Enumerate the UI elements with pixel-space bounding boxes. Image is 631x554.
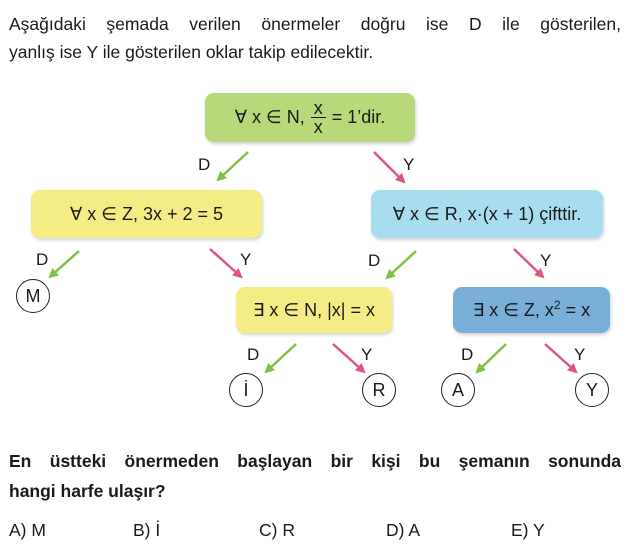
label-root-false: Y [403,155,415,174]
label-mid-false: Y [361,345,373,364]
arrow-mid-true [268,344,296,370]
option-c[interactable]: C) R [259,520,295,540]
right-statement-box [371,190,603,238]
leaf-circle-m [16,279,50,313]
label-far-false: Y [574,345,586,364]
leaf-label-a: A [451,379,464,400]
mid-statement-text: ∃ x ∈ N, |x| = x [253,299,375,320]
left-statement-box [31,190,262,238]
arrow-root-false [374,152,402,180]
arrow-far-true [479,344,506,370]
root-fraction [311,99,326,136]
far-statement-base: ∃ x ∈ Z, x [472,299,554,320]
option-e[interactable]: E) Y [511,520,545,540]
leaf-label-y: Y [585,379,598,400]
option-a[interactable]: A) M [9,520,46,540]
leaf-circle-r [362,373,396,407]
question-line-1: En üstteki önermeden başlayan bir kişi bu şemanın sonunda [9,451,621,471]
arrow-root-true [220,152,248,178]
far-statement-exponent: 2 [553,297,561,312]
far-statement-box [453,287,610,333]
label-right-true: D [368,251,381,270]
arrow-right-false [514,249,541,275]
leaf-label-m: M [25,285,41,306]
label-left-false: Y [240,250,252,269]
leaf-circle-a [441,373,475,407]
label-right-false: Y [540,251,552,270]
root-fraction-denominator: x [313,117,323,137]
leaf-label-i: İ [243,379,249,400]
arrow-left-true [52,251,79,275]
mid-statement-box [236,287,392,333]
left-statement-text: ∀ x ∈ Z, 3x + 2 = 5 [69,203,224,224]
leaf-circle-i [229,373,263,407]
root-prefix: ∀ x ∈ N, [234,107,305,127]
arrow-mid-false [333,344,362,370]
label-far-true: D [461,345,474,364]
question-line-2: hangi harfe ulaşır? [9,481,166,501]
arrow-right-true [389,251,416,276]
far-statement-tail: = x [560,299,591,320]
root-statement-box [205,93,415,142]
label-left-true: D [36,250,49,269]
root-fraction-numerator: x [311,99,326,118]
option-d[interactable]: D) A [386,520,421,540]
arrow-far-false [545,344,574,370]
arrow-left-false [210,249,239,275]
label-mid-true: D [247,345,260,364]
root-suffix: = 1’dir. [331,107,386,127]
leaf-circle-y [575,373,609,407]
intro-line-2: yanlış ise Y ile gösterilen oklar takip edilecektir. [9,42,374,62]
option-b[interactable]: B) İ [133,520,161,540]
leaf-label-r: R [372,379,386,400]
intro-line-1: Aşağıdaki şemada verilen önermeler doğru ise D ile gösterilen, [9,14,621,34]
label-root-true: D [198,155,211,174]
right-statement-text: ∀ x ∈ R, x·(x + 1) çifttir. [392,203,582,224]
far-statement-text [472,297,591,321]
question-text [9,446,621,506]
